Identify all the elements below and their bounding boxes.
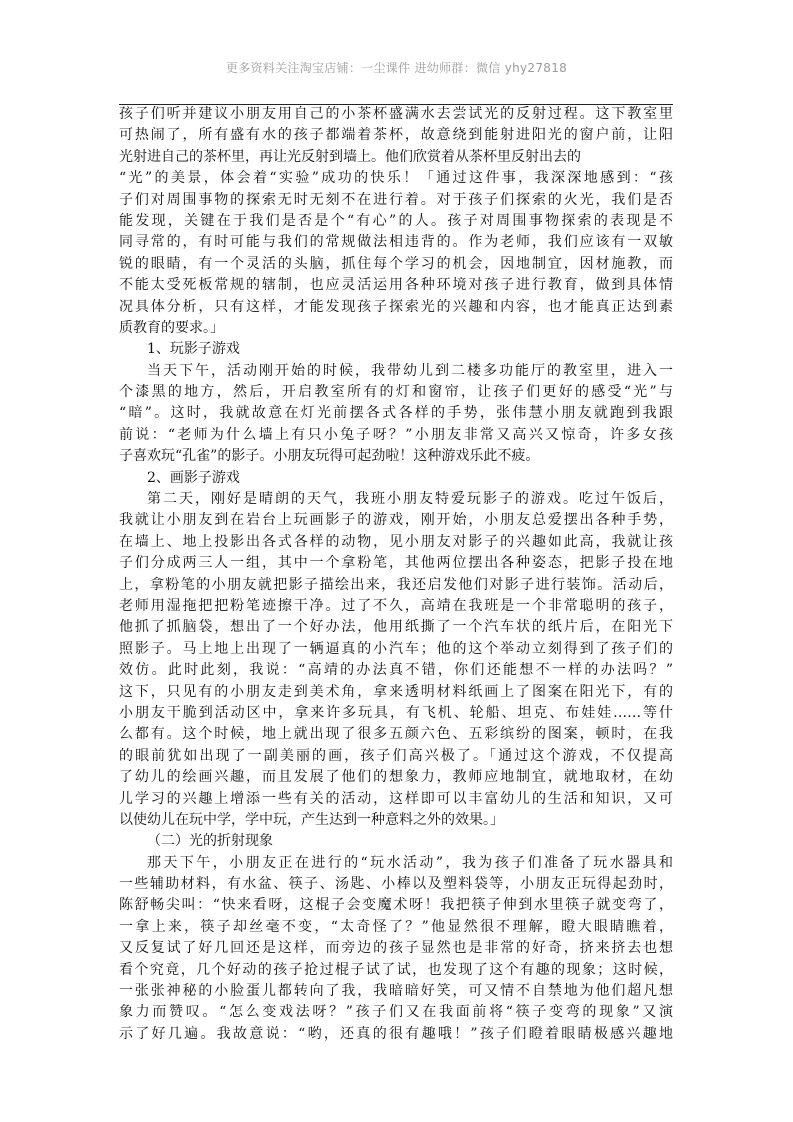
text-line: 的眼前犹如出现了一副美丽的画，孩子们高兴极了。「通过这个游戏，不仅提高 [119,747,673,764]
text-line: 在墙上、地上投影出各式各样的动物，见小朋友对影子的兴趣如此高，我就让孩 [119,533,673,550]
text-line: 照影子。马上地上出现了一辆逼真的小汽车；他的这个举动立刻得到了孩子们的 [119,640,673,657]
text-line: 示了好几遍。我故意说：“哟，还真的很有趣哦！”孩子们瞪着眼睛极感兴趣地 [119,1025,673,1042]
text-line: 一些辅助材料，有水盆、筷子、汤匙、小棒以及塑料袋等，小朋友正玩得起劲时， [119,876,673,893]
document-body [119,104,673,1045]
text-line: 子喜欢玩“孔雀”的影子。小朋友玩得可起劲啦！这种游戏乐此不疲。 [119,448,540,465]
text-line: 了幼儿的绘画兴趣，而且发展了他们的想象力，教师应地制宜，就地取材，在幼 [119,769,673,786]
text-line: 上，拿粉笔的小朋友就把影子描绘出来，我还启发他们对影子进行装饰。活动后， [119,576,673,593]
text-line: 效仿。此时此刻，我说：“高靖的办法真不错，你们还能想不一样的办法吗？” [119,662,673,679]
header-note: 更多资料关注淘宝店铺：一尘课件 进幼师群：微信 yhy27818 [225,61,568,75]
text-line: 一拿上来，筷子却丝毫不变，“太奇怪了？”他显然很不理解，瞪大眼睛瞧着， [119,918,673,935]
text-line: 子们分成两三人一组，其中一个拿粉笔，其他两位摆出各种姿态，把影子投在地 [119,555,673,572]
text-line: 光射进自己的茶杯里，再让光反射到墙上。他们欣赏着从茶杯里反射出去的 [119,148,581,165]
text-line: 第二天，刚好是晴朗的天气，我班小朋友特爱玩影子的游戏。吃过午饭后， [147,491,673,508]
text-line: 子们对周围事物的探索无时无刻不在进行着。对于孩子们探索的火光，我们是否 [119,191,673,208]
text-line: 同寻常的，有时可能与我们的常规做法相违背的。作为老师，我们应该有一双敏 [119,234,673,251]
text-line: 况具体分析，只有这样，才能发现孩子探索光的兴趣和内容，也才能真正达到素 [119,298,673,315]
text-line: 质教育的要求。」 [119,319,224,336]
text-line: 一张张神秘的小脸蛋儿都转向了我，我暗暗好笑，可又情不自禁地为他们超凡想 [119,983,673,1000]
text-line: “光”的美景，体会着“实验”成功的快乐！「通过这件事，我深深地感到：“孩 [119,170,673,187]
text-line: 不能太受死板常规的辖制，也应灵活运用各种环境对孩子进行教育，做到具体情 [119,277,673,294]
text-line: 可热闹了，所有盛有水的孩子都端着茶杯，故意绕到能射进阳光的窗户前，让阳 [119,127,673,144]
text-line: 象力而赞叹。“怎么变戏法呀？”孩子们又在我面前将“筷子变弯的现象”又演 [119,1004,673,1021]
text-line: 2、画影子游戏 [147,469,240,486]
text-line: 以使幼儿在玩中学，学中玩，产生达到一种意料之外的效果。」 [119,811,504,828]
text-line: 他抓了抓脑袋，想出了一个好办法，他用纸撕了一个汽车状的纸片后，在阳光下 [119,619,673,636]
text-line: 小朋友干脆到活动区中，拿来许多玩具，有飞机、轮船、坦克、布娃娃……等什 [119,704,673,721]
text-line: 我就让小朋友到在岩台上玩画影子的游戏，刚开始，小朋友总爱摆出各种手势， [119,512,673,529]
text-line: 1、玩影子游戏 [147,341,240,358]
text-line: 儿学习的兴趣上增添一些有关的活动，这样即可以丰富幼儿的生活和知识，又可 [119,790,673,807]
text-line: 陈舒畅尖叫：“快来看呀，这棍子会变魔术呀！我把筷子伸到水里筷子就变弯了， [119,897,673,914]
text-line: 那天下午，小朋友正在进行的“玩水活动”，我为孩子们准备了玩水器具和 [147,854,673,871]
text-line: “暗”。这时，我就故意在灯光前摆各式各样的手势，张伟慧小朋友就跑到我跟 [119,405,673,422]
text-line: 这下，只见有的小朋友走到美术角，拿来透明材料纸画上了图案在阳光下，有的 [119,683,673,700]
text-line: 能发现，关键在于我们是否是个“有心”的人。孩子对周围事物探索的表现是不 [119,212,673,229]
text-line: 前说：“老师为什么墙上有只小兔子呀？”小朋友非常又高兴又惊奇，许多女孩 [119,426,673,443]
text-line: 孩子们听并建议小朋友用自己的小茶杯盛满水去尝试光的反射过程。这下教室里 [119,106,673,122]
text-line: 当天下午，活动刚开始的时候，我带幼儿到二楼多功能厅的教室里，进入一 [147,362,673,379]
text-line: 又反复试了好几回还是这样，而旁边的孩子显然也是非常的好奇，挤来挤去也想 [119,940,673,957]
text-line: 看个究竟，几个好动的孩子抢过棍子试了试，也发现了这个有趣的现象；这时候， [119,961,673,978]
text-line: 老师用湿拖把把粉笔迹擦干净。过了不久，高靖在我班是一个非常聪明的孩子， [119,597,673,614]
text-line: 么都有。这个时候，地上就出现了很多五颜六色、五彩缤纷的图案，顿时，在我 [119,726,673,743]
text-line: 个漆黑的地方，然后，开启教室所有的灯和窗帘，让孩子们更好的感受“光”与 [119,384,673,401]
text-line: （二）光的折射现象 [147,833,273,850]
text-line: 锐的眼睛，有一个灵活的头脑，抓住每个学习的机会，因地制宜，因材施教，而 [119,255,673,272]
